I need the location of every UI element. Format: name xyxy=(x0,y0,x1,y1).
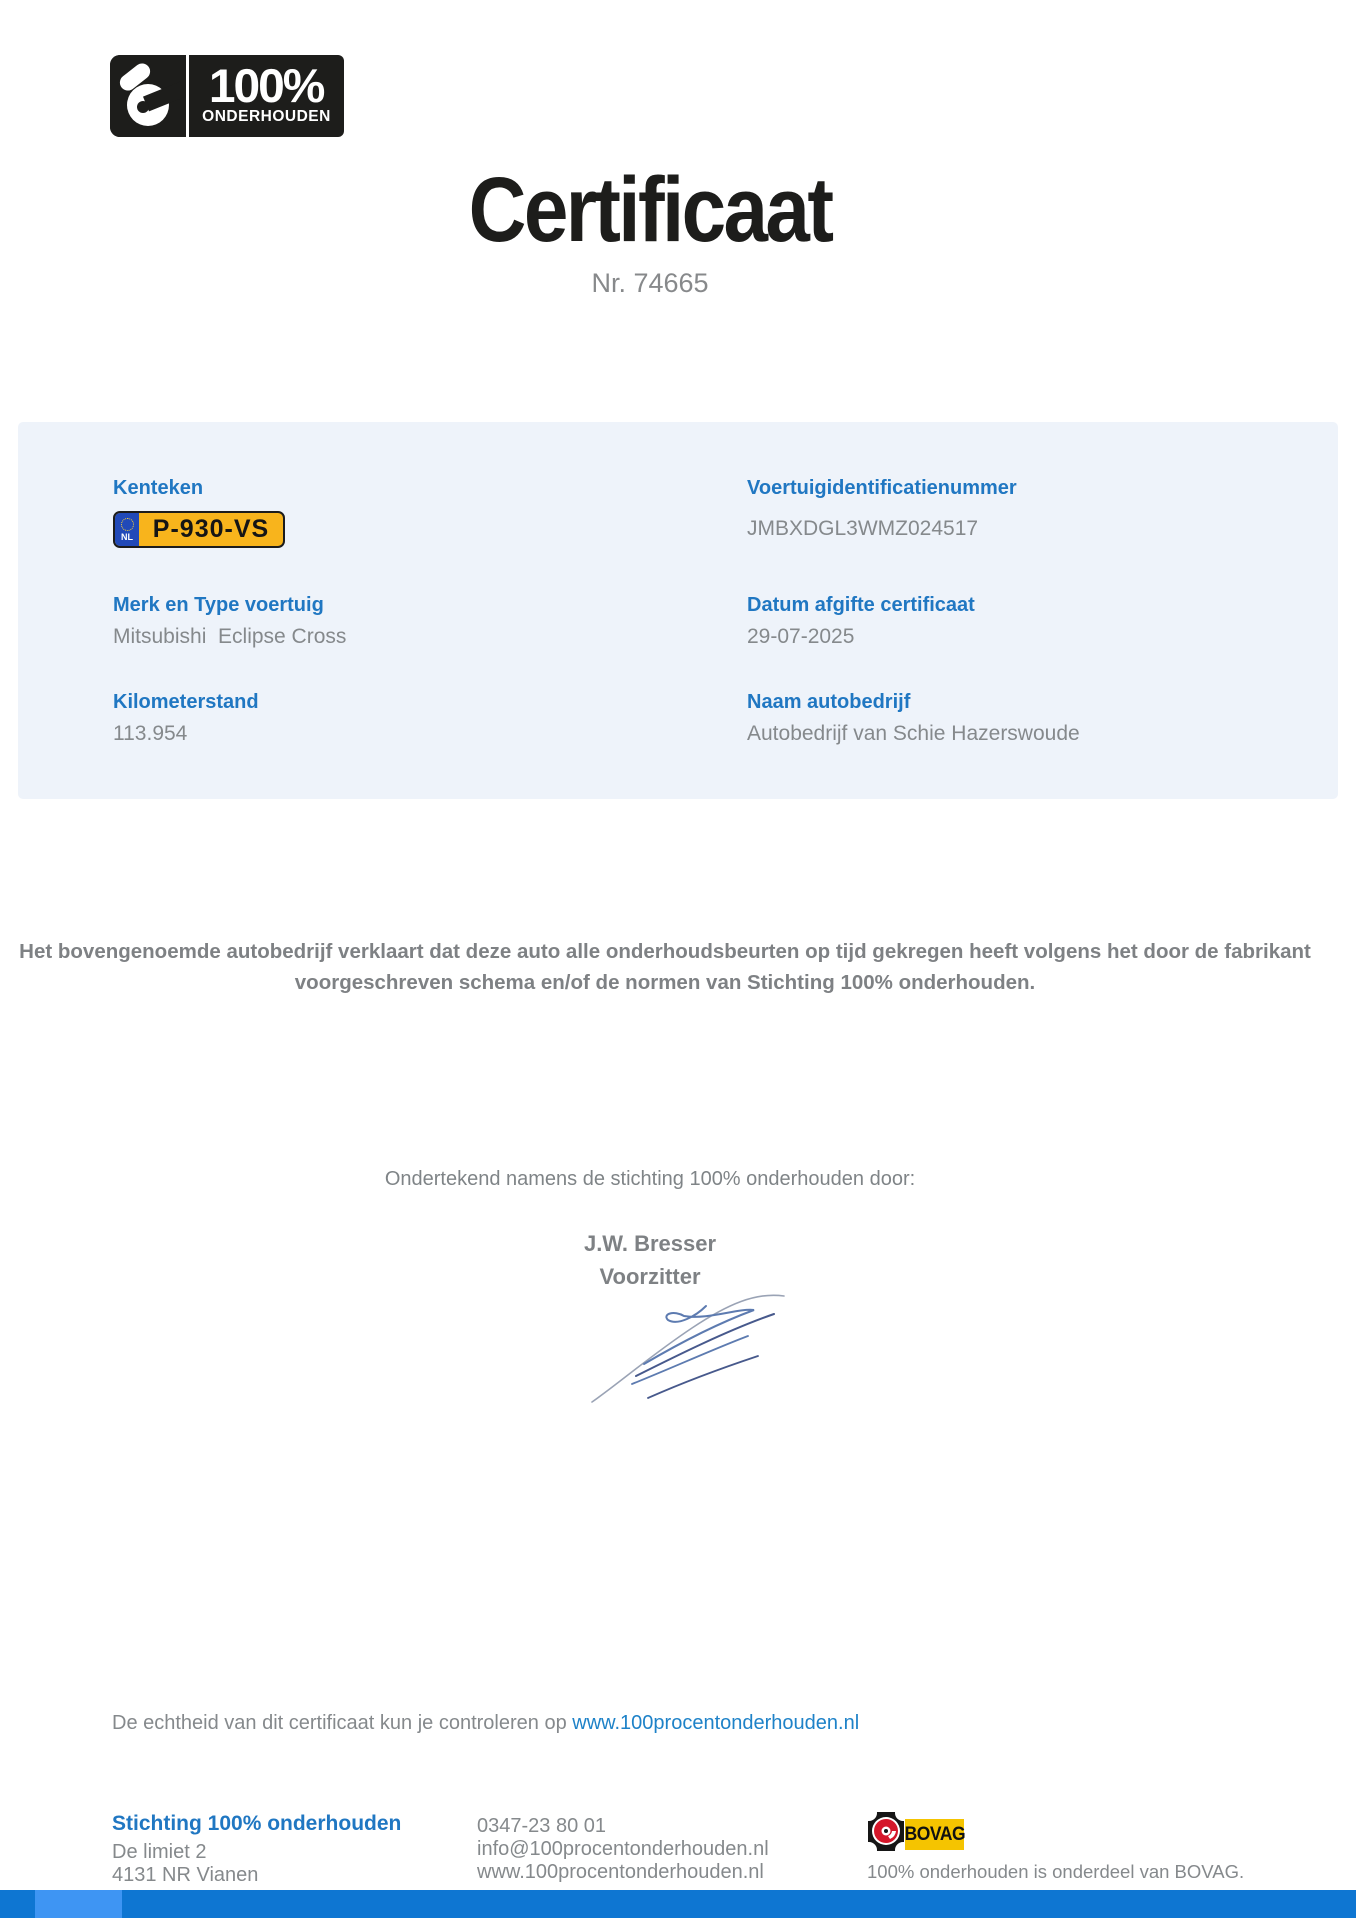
logo-percent: 100% xyxy=(209,59,324,112)
signatory-name: J.W. Bresser xyxy=(583,1231,717,1256)
signature-image xyxy=(588,1286,800,1410)
kenteken-label: Kenteken xyxy=(113,477,204,499)
logo-text-block xyxy=(189,55,344,137)
footer-website[interactable]: www.100procentonderhouden.nl xyxy=(477,1861,764,1883)
bottom-accent-bar-light-segment xyxy=(35,1890,122,1918)
vin-value: JMBXDGL3WMZ024517 xyxy=(747,517,979,540)
plate-country-code: NL xyxy=(121,531,133,542)
eu-stars-icon xyxy=(121,518,134,531)
logo-100-onderhouden xyxy=(110,55,344,137)
bovag-note: 100% onderhouden is onderdeel van BOVAG. xyxy=(867,1861,1245,1882)
datum-value: 29-07-2025 xyxy=(747,625,855,648)
certificate-number: Nr. 74665 xyxy=(591,268,709,298)
footer-address xyxy=(112,1841,258,1887)
kilometerstand-value: 113.954 xyxy=(113,722,188,745)
autobedrijf-label: Naam autobedrijf xyxy=(747,691,911,713)
page-title: Certificaat xyxy=(468,159,832,261)
vehicle-info-panel xyxy=(18,422,1338,799)
verification-line xyxy=(112,1712,859,1735)
verification-link[interactable]: www.100procentonderhouden.nl xyxy=(572,1712,860,1734)
footer-org-name: Stichting 100% onderhouden xyxy=(112,1812,402,1835)
license-plate-eu-strip xyxy=(115,513,139,546)
autobedrijf-value: Autobedrijf van Schie Hazerswoude xyxy=(747,722,1080,745)
declaration-statement xyxy=(0,936,1330,998)
footer-address-line1: De limiet 2 xyxy=(112,1841,207,1863)
footer-contact xyxy=(477,1815,769,1884)
license-plate xyxy=(113,511,285,548)
signatory-role: Voorzitter xyxy=(599,1264,701,1289)
bovag-wordmark-box xyxy=(905,1819,964,1850)
logo-word: ONDERHOUDEN xyxy=(202,108,331,125)
signatory-block xyxy=(0,1227,1300,1293)
bovag-wheel-icon xyxy=(868,1812,904,1851)
bovag-logo xyxy=(868,1812,964,1851)
footer-address-line2: 4131 NR Vianen xyxy=(112,1864,259,1886)
footer-phone: 0347-23 80 01 xyxy=(477,1815,607,1837)
signing-intro: Ondertekend namens de stichting 100% onderhouden door: xyxy=(384,1168,916,1190)
merk-value: Mitsubishi Eclipse Cross xyxy=(113,625,347,648)
declaration-line-2: voorgeschreven schema en/of de normen van Stichting 100% onderhouden. xyxy=(294,971,1036,994)
bottom-accent-bar xyxy=(0,1890,1356,1918)
kilometerstand-label: Kilometerstand xyxy=(113,691,259,713)
verification-text: De echtheid van dit certificaat kun je controleren op xyxy=(112,1712,573,1734)
plate-number: P-930-VS xyxy=(152,515,270,543)
vin-label: Voertuigidentificatienummer xyxy=(747,477,1017,499)
bovag-wordmark: BOVAG xyxy=(904,1823,965,1845)
datum-label: Datum afgifte certificaat xyxy=(747,594,975,616)
declaration-line-1: Het bovengenoemde autobedrijf verklaart dat deze auto alle onderhoudsbeurten op tijd gekregen heeft volgens het door de fabrikant xyxy=(19,940,1311,963)
merk-label: Merk en Type voertuig xyxy=(113,594,324,616)
footer-email[interactable]: info@100procentonderhouden.nl xyxy=(477,1838,769,1860)
wrench-icon xyxy=(110,55,186,137)
